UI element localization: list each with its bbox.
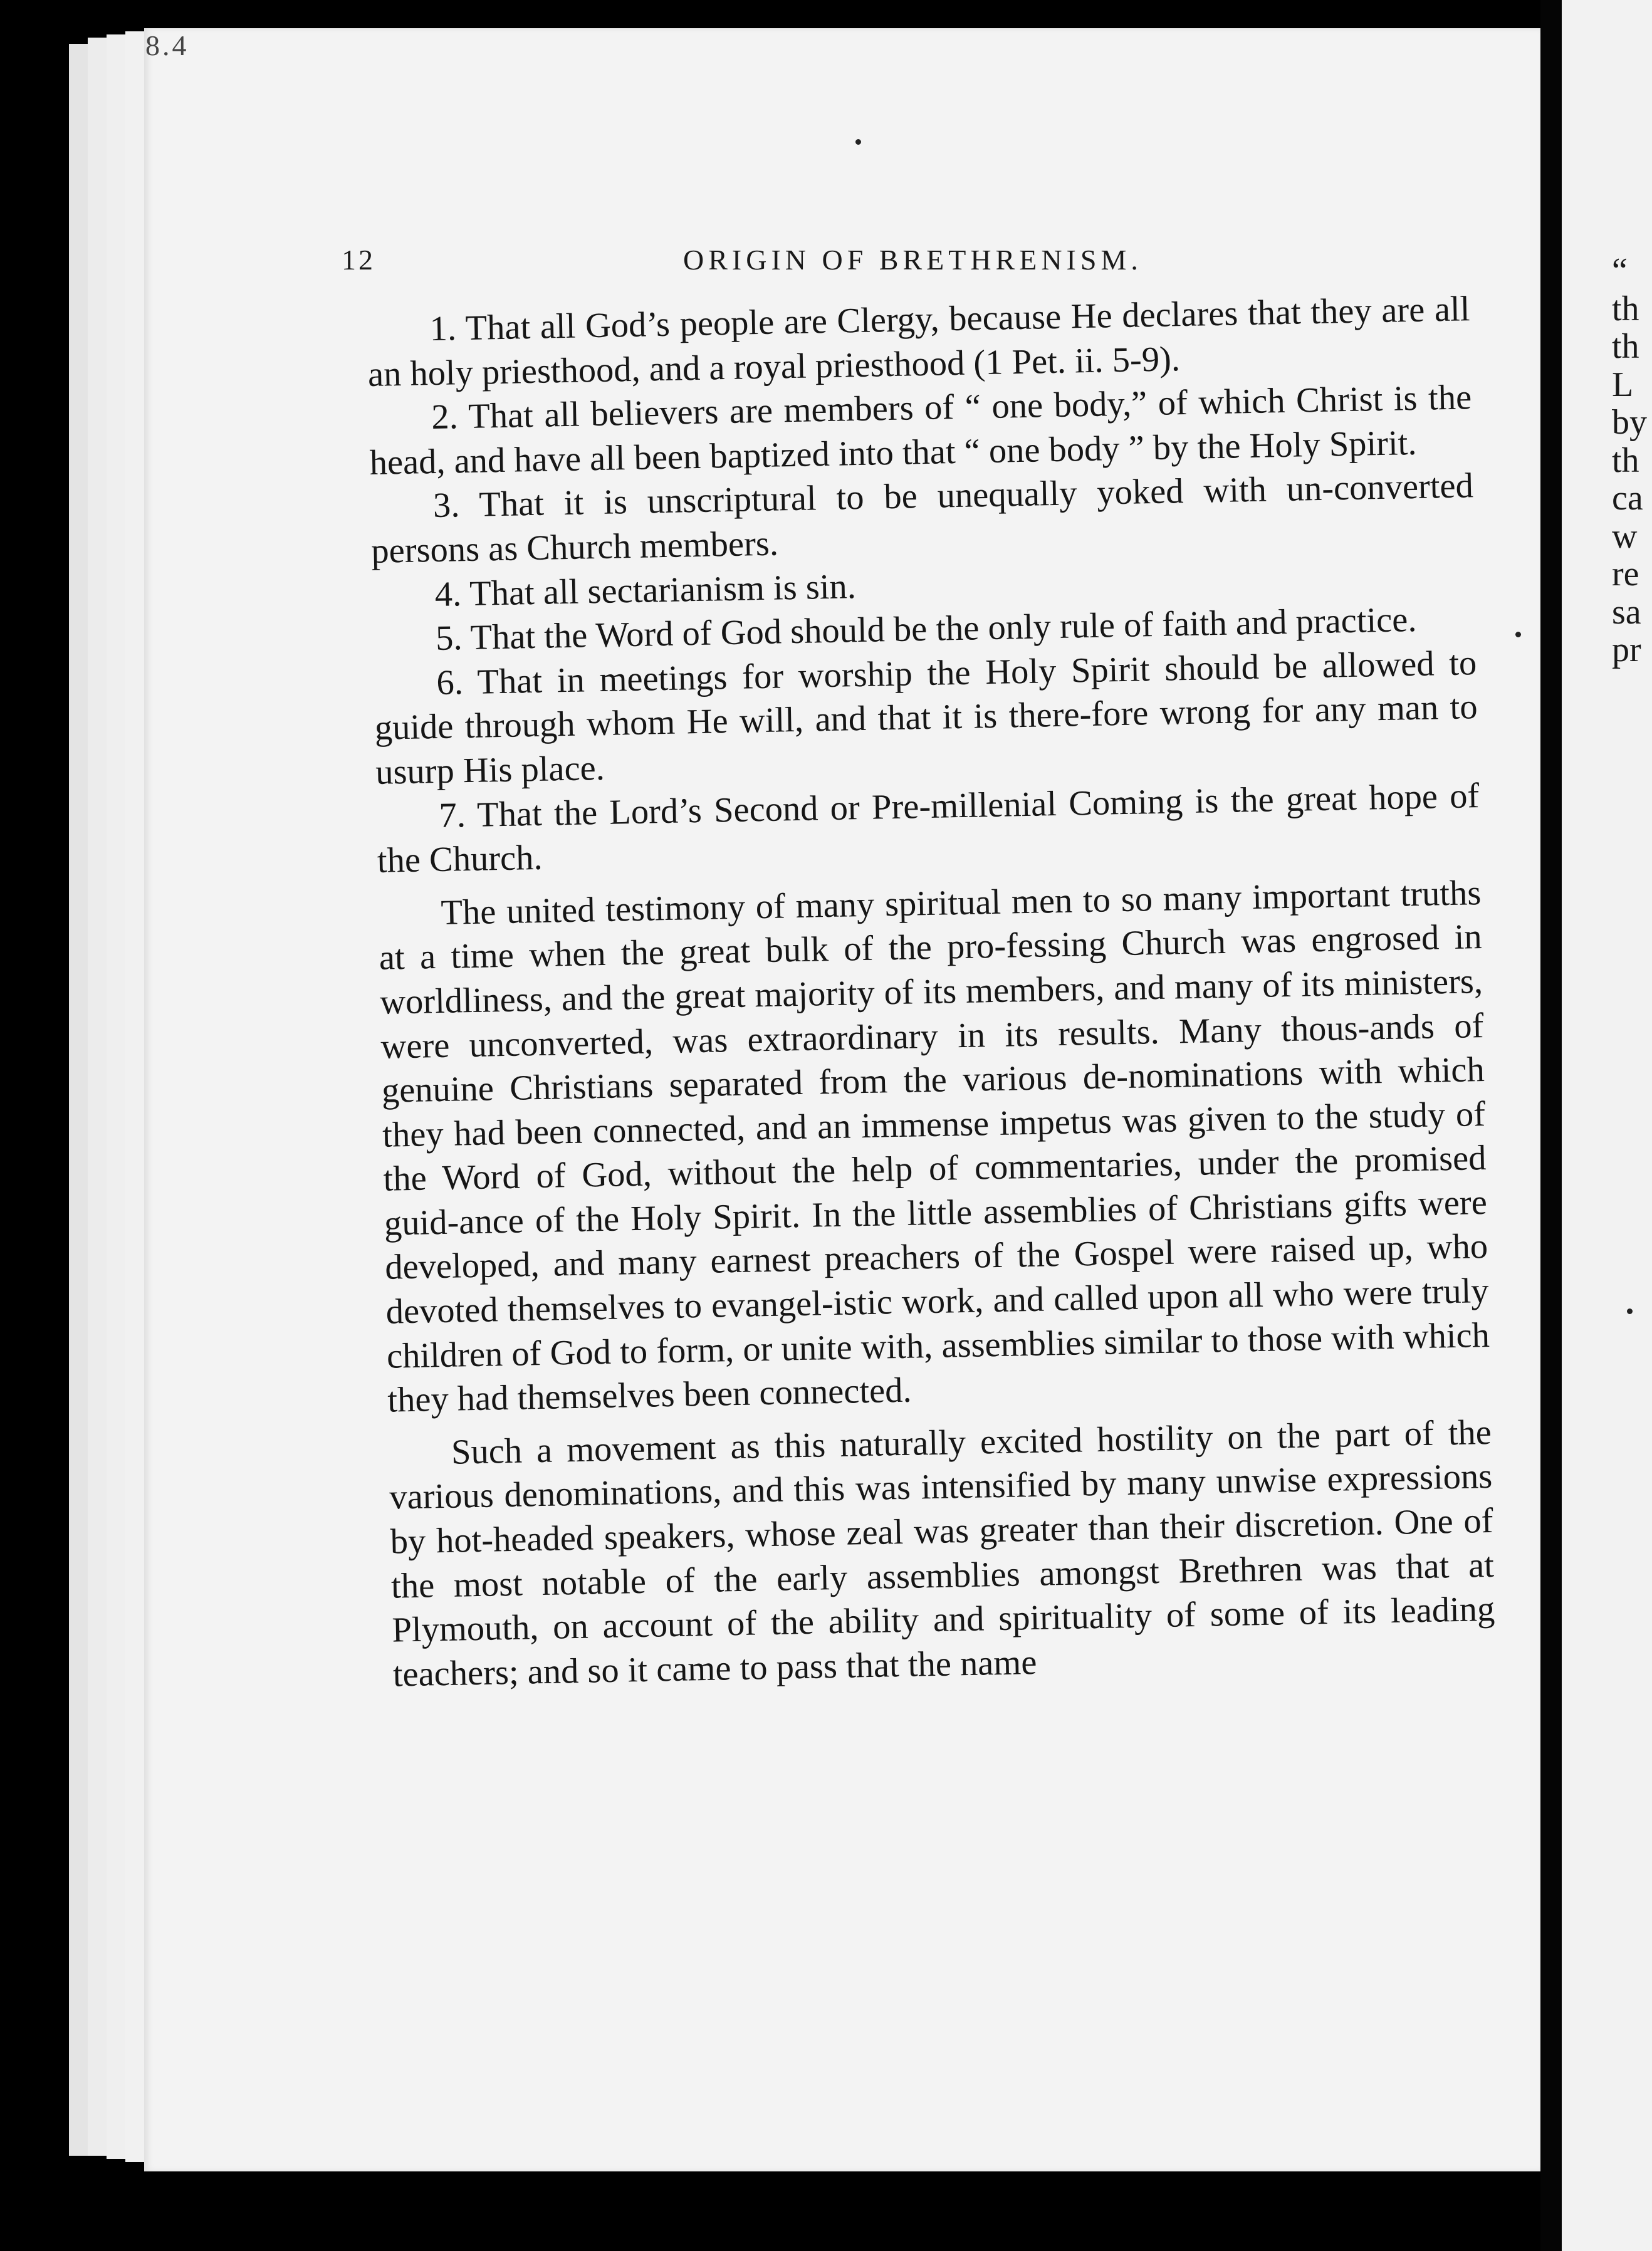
- body-text: [367, 287, 1496, 1697]
- list-item: 7. That the Lord’s Second or Pre-millenial Coming is the great hope of the Church.: [377, 776, 1480, 880]
- facing-page-line: th: [1612, 441, 1639, 480]
- ink-speck: [1627, 1308, 1633, 1314]
- list-item: 5. That the Word of God should be the only rule of faith and practice.: [435, 600, 1417, 659]
- list-item: 4. That all sectarianism is sin.: [434, 567, 857, 614]
- facing-page-line: sa: [1612, 592, 1641, 632]
- list-item: 2. That all believers are members of “ one body,” of which Christ is the head, and have all been baptized into that “ one body ” by the Holy Spirit.: [369, 378, 1472, 483]
- facing-page-line: pr: [1612, 630, 1641, 669]
- paragraph: Such a movement as this naturally excited hostility on the part of the various denominations, and this was intensified by many unwise expressions by hot-headed speakers, whose zeal was greater than their discretion. One of the most notable of the early assemblies amongst Brethren was that at Plymouth, on account of the ability and spirituality of some of its leading teachers; and so it came to pass that the name: [389, 1413, 1495, 1695]
- facing-page-line: ca: [1612, 479, 1643, 518]
- list-item: 6. That in meetings for worship the Holy Spirit should be allowed to guide through whom He will, and that it is there-fore wrong for any man to usurp His place.: [374, 643, 1478, 792]
- corner-mark: 8.4: [145, 29, 189, 61]
- facing-page-line: “: [1612, 252, 1628, 290]
- running-head-title: ORIGIN OF BRETHRENISM.: [683, 244, 1142, 276]
- list-item: 1. That all God’s people are Clergy, because He declares that they are all an holy priesthood, and a royal priesthood (1 Pet. ii. 5-9).: [367, 290, 1470, 394]
- book-gutter: [1540, 0, 1562, 2251]
- facing-page-line: re: [1612, 555, 1639, 593]
- ink-speck: [1515, 632, 1521, 637]
- list-item: 3. That it is unscriptural to be unequally yoked with un-converted persons as Church members.: [370, 466, 1474, 571]
- facing-page-line: by: [1612, 403, 1647, 442]
- facing-page-line: th: [1612, 327, 1639, 366]
- facing-page-line: w: [1612, 516, 1638, 556]
- facing-page-text: [1612, 252, 1652, 669]
- facing-page-line: th: [1612, 289, 1639, 328]
- page-number: 12: [342, 244, 375, 276]
- facing-page-line: L: [1612, 365, 1634, 404]
- paragraph: The united testimony of many spiritual men to so many important truths at a time when the great bulk of the pro-fessing Church was engrosed in worldliness, and the great majority of its members, and many of its ministers, were unconverted, was extraordinary in its results. Many thous-ands of genuine Christians separated from the various de-nominations with which they had been connected, and an immense impetus was given to the study of the Word of God, without the help of commentaries, under the promised guid-ance of the Holy Spirit. In the little assemblies of Christians gifts were developed, and many earnest preachers of the Gospel were raised up, who devoted themselves to evangel-istic work, and called upon all who were truly children of God to form, or unite with, assemblies similar to those with which they had themselves been connected.: [379, 873, 1490, 1420]
- ink-speck: [855, 139, 861, 145]
